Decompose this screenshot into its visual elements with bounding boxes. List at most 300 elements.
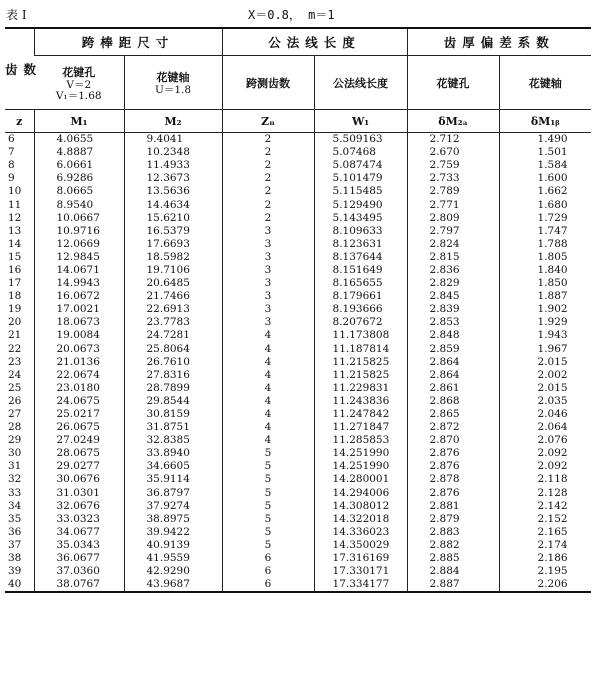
span-hole-cell: 18.0673 — [34, 316, 124, 329]
deviation-shaft-cell: 2.015 — [499, 356, 591, 369]
span-teeth-cell: 4 — [222, 395, 314, 408]
table-row — [5, 133, 591, 147]
span-teeth-cell: 6 — [222, 565, 314, 578]
span-teeth-cell: 3 — [222, 277, 314, 290]
span-shaft-cell: 15.6210 — [124, 212, 222, 225]
deviation-shaft-cell: 1.600 — [499, 172, 591, 185]
teeth-count-cell: 10 — [8, 185, 22, 198]
deviation-hole-cell: 2.733 — [407, 172, 499, 185]
table-row — [5, 447, 591, 460]
symbol-delta-m1: δM₁ᵦ — [499, 110, 591, 133]
deviation-hole-cell: 2.815 — [407, 251, 499, 264]
deviation-shaft-cell: 1.747 — [499, 225, 591, 238]
deviation-shaft-cell: 1.680 — [499, 198, 591, 211]
teeth-count-cell: 34 — [8, 499, 22, 512]
table-row — [5, 526, 591, 539]
normal-length-cell: 14.251990 — [314, 447, 407, 460]
span-shaft-cell: 20.6485 — [124, 277, 222, 290]
span-hole-cell: 22.0674 — [34, 369, 124, 382]
deviation-shaft-cell: 2.142 — [499, 500, 591, 513]
teeth-count-cell: 35 — [8, 512, 22, 525]
deviation-shaft-cell: 1.501 — [499, 146, 591, 159]
deviation-hole-header: 花键孔 — [407, 56, 499, 110]
normal-length-cell: 11.243836 — [314, 395, 407, 408]
deviation-hole-cell: 2.879 — [407, 513, 499, 526]
span-hole-cell: 12.0669 — [34, 238, 124, 251]
normal-length-cell: 17.316169 — [314, 552, 407, 565]
span-shaft-cell: 42.9290 — [124, 565, 222, 578]
teeth-count-cell: 21 — [8, 329, 22, 342]
deviation-shaft-cell: 1.788 — [499, 238, 591, 251]
deviation-hole-cell: 2.845 — [407, 290, 499, 303]
span-hole-cell: 34.0677 — [34, 526, 124, 539]
table-row — [5, 500, 591, 513]
span-shaft-cell: 17.6693 — [124, 238, 222, 251]
span-hole-cell: 12.9845 — [34, 251, 124, 264]
span-shaft-cell: 18.5982 — [124, 251, 222, 264]
normal-length-cell: 8.151649 — [314, 264, 407, 277]
normal-length-cell: 5.509163 — [314, 133, 407, 147]
table-row — [5, 264, 591, 277]
table-row — [5, 329, 591, 342]
data-table — [5, 27, 591, 593]
teeth-count-cell: 31 — [8, 460, 22, 473]
span-teeth-header: 跨测齿数 — [222, 56, 314, 110]
normal-length-cell: 11.285853 — [314, 434, 407, 447]
teeth-count-cell: 17 — [8, 277, 22, 290]
span-teeth-cell: 4 — [222, 343, 314, 356]
deviation-hole-cell: 2.824 — [407, 238, 499, 251]
table-row — [5, 408, 591, 421]
deviation-shaft-cell: 1.490 — [499, 133, 591, 147]
symbol-z: z — [5, 110, 34, 133]
teeth-count-cell: 37 — [8, 538, 22, 551]
span-shaft-cell: 37.9274 — [124, 500, 222, 513]
deviation-hole-cell: 2.887 — [407, 578, 499, 592]
column-header-row — [5, 56, 591, 110]
teeth-count-cell: 7 — [8, 146, 15, 159]
normal-length-cell: 14.350029 — [314, 539, 407, 552]
span-shaft-cell: 43.9687 — [124, 578, 222, 592]
span-hole-cell: 36.0677 — [34, 552, 124, 565]
table-row — [5, 552, 591, 565]
table-row — [5, 382, 591, 395]
deviation-hole-cell: 2.885 — [407, 552, 499, 565]
span-shaft-cell: 9.4041 — [124, 133, 222, 147]
table-row — [5, 277, 591, 290]
teeth-count-cell: 11 — [8, 198, 22, 211]
normal-length-header: 公法线长度 — [314, 56, 407, 110]
teeth-count-cell: 8 — [8, 159, 15, 172]
span-hole-cell: 33.0323 — [34, 513, 124, 526]
deviation-hole-cell: 2.884 — [407, 565, 499, 578]
normal-length-cell: 11.215825 — [314, 369, 407, 382]
teeth-count-cell: 32 — [8, 473, 22, 486]
span-shaft-cell: 35.9114 — [124, 473, 222, 486]
span-shaft-cell: 30.8159 — [124, 408, 222, 421]
deviation-hole-cell: 2.876 — [407, 460, 499, 473]
span-shaft-cell: 19.7106 — [124, 264, 222, 277]
deviation-hole-cell: 2.864 — [407, 356, 499, 369]
span-shaft-cell: 11.4933 — [124, 159, 222, 172]
table-row — [5, 251, 591, 264]
normal-length-cell: 11.229831 — [314, 382, 407, 395]
span-teeth-cell: 3 — [222, 303, 314, 316]
deviation-shaft-cell: 2.118 — [499, 473, 591, 486]
span-shaft-cell: 27.8316 — [124, 369, 222, 382]
table-row — [5, 172, 591, 185]
symbol-zn: Zₙ — [222, 110, 314, 133]
span-teeth-cell: 2 — [222, 172, 314, 185]
thickness-deviation-group-header: 齿厚偏差系数 — [407, 28, 591, 56]
span-shaft-cell: 12.3673 — [124, 172, 222, 185]
span-shaft-cell: 23.7783 — [124, 316, 222, 329]
table-row — [5, 159, 591, 172]
deviation-shaft-cell: 1.887 — [499, 290, 591, 303]
teeth-count-cell: 16 — [8, 263, 22, 276]
teeth-count-cell: 18 — [8, 290, 22, 303]
deviation-hole-cell: 2.771 — [407, 198, 499, 211]
normal-length-cell: 8.165655 — [314, 277, 407, 290]
table-row — [5, 421, 591, 434]
teeth-count-cell: 12 — [8, 211, 22, 224]
normal-length-cell: 8.179661 — [314, 290, 407, 303]
span-teeth-cell: 5 — [222, 473, 314, 486]
deviation-shaft-cell: 2.152 — [499, 513, 591, 526]
span-hole-cell: 14.9943 — [34, 277, 124, 290]
table-row — [5, 473, 591, 486]
span-teeth-cell: 4 — [222, 356, 314, 369]
deviation-shaft-cell: 2.165 — [499, 526, 591, 539]
deviation-shaft-cell: 2.015 — [499, 382, 591, 395]
span-shaft-cell: 31.8751 — [124, 421, 222, 434]
normal-length-cell: 14.251990 — [314, 460, 407, 473]
shaft-param-u: U＝1.8 — [154, 84, 192, 96]
span-shaft-cell: 33.8940 — [124, 447, 222, 460]
table-row — [5, 460, 591, 473]
deviation-shaft-cell: 2.002 — [499, 369, 591, 382]
teeth-count-cell: 33 — [8, 486, 22, 499]
deviation-hole-cell: 2.809 — [407, 212, 499, 225]
span-hole-cell: 4.8887 — [34, 146, 124, 159]
span-teeth-cell: 5 — [222, 500, 314, 513]
spline-shaft-header: 花键轴 U＝1.8 — [124, 56, 222, 110]
teeth-count-cell: 9 — [8, 172, 15, 185]
deviation-hole-cell: 2.881 — [407, 500, 499, 513]
deviation-shaft-cell: 2.076 — [499, 434, 591, 447]
symbol-row — [5, 110, 591, 133]
deviation-hole-cell: 2.797 — [407, 225, 499, 238]
normal-length-cell: 17.330171 — [314, 565, 407, 578]
span-teeth-cell: 2 — [222, 159, 314, 172]
teeth-count-cell: 29 — [8, 434, 22, 447]
teeth-count-cell: 14 — [8, 237, 22, 250]
teeth-count-cell: 20 — [8, 316, 22, 329]
spline-hole-header: 花键孔 V＝2 V₁＝1.68 — [34, 56, 124, 110]
deviation-shaft-cell: 2.064 — [499, 421, 591, 434]
normal-length-cell: 11.215825 — [314, 356, 407, 369]
table-row — [5, 225, 591, 238]
normal-length-cell: 8.207672 — [314, 316, 407, 329]
span-hole-cell: 26.0675 — [34, 421, 124, 434]
deviation-hole-cell: 2.882 — [407, 539, 499, 552]
deviation-hole-cell: 2.876 — [407, 487, 499, 500]
deviation-hole-cell: 2.870 — [407, 434, 499, 447]
table-row — [5, 369, 591, 382]
deviation-shaft-cell: 1.584 — [499, 159, 591, 172]
span-shaft-cell: 25.8064 — [124, 343, 222, 356]
deviation-hole-cell: 2.859 — [407, 343, 499, 356]
teeth-count-cell: 13 — [8, 224, 22, 237]
span-teeth-cell: 3 — [222, 238, 314, 251]
span-teeth-cell: 2 — [222, 133, 314, 147]
span-teeth-cell: 5 — [222, 513, 314, 526]
span-hole-cell: 24.0675 — [34, 395, 124, 408]
span-hole-cell: 23.0180 — [34, 382, 124, 395]
symbol-w: W₁ — [314, 110, 407, 133]
span-teeth-cell: 3 — [222, 316, 314, 329]
normal-length-cell: 5.07468 — [314, 146, 407, 159]
table-row — [5, 290, 591, 303]
table-body — [5, 133, 591, 593]
normal-length-group-header: 公法线长度 — [222, 28, 407, 56]
deviation-hole-cell: 2.712 — [407, 133, 499, 147]
deviation-hole-cell: 2.836 — [407, 264, 499, 277]
table-row — [5, 578, 591, 592]
span-teeth-cell: 4 — [222, 382, 314, 395]
table-caption — [0, 6, 600, 24]
span-hole-cell: 28.0675 — [34, 447, 124, 460]
teeth-count-cell: 27 — [8, 408, 22, 421]
span-teeth-cell: 4 — [222, 329, 314, 342]
normal-length-cell: 11.271847 — [314, 421, 407, 434]
group-header-row — [5, 28, 591, 56]
deviation-hole-cell: 2.789 — [407, 185, 499, 198]
normal-length-cell: 8.123631 — [314, 238, 407, 251]
symbol-delta-m2: δM₂ₐ — [407, 110, 499, 133]
deviation-shaft-cell: 1.929 — [499, 316, 591, 329]
span-shaft-cell: 24.7281 — [124, 329, 222, 342]
table-row — [5, 146, 591, 159]
table-row — [5, 185, 591, 198]
deviation-hole-cell: 2.868 — [407, 395, 499, 408]
deviation-shaft-cell: 2.035 — [499, 395, 591, 408]
deviation-hole-cell: 2.883 — [407, 526, 499, 539]
span-hole-cell: 8.9540 — [34, 198, 124, 211]
teeth-count-cell: 22 — [8, 342, 22, 355]
normal-length-cell: 14.280001 — [314, 473, 407, 486]
span-hole-cell: 30.0676 — [34, 473, 124, 486]
deviation-shaft-cell: 1.943 — [499, 329, 591, 342]
span-teeth-cell: 2 — [222, 198, 314, 211]
table-row — [5, 395, 591, 408]
span-shaft-cell: 14.4634 — [124, 198, 222, 211]
normal-length-cell: 8.109633 — [314, 225, 407, 238]
normal-length-cell: 11.187814 — [314, 343, 407, 356]
table-row — [5, 434, 591, 447]
span-teeth-cell: 3 — [222, 290, 314, 303]
deviation-shaft-cell: 2.186 — [499, 552, 591, 565]
span-hole-cell: 32.0676 — [34, 500, 124, 513]
span-teeth-cell: 5 — [222, 487, 314, 500]
span-teeth-cell: 6 — [222, 552, 314, 565]
deviation-shaft-cell: 1.840 — [499, 264, 591, 277]
normal-length-cell: 8.137644 — [314, 251, 407, 264]
span-shaft-cell: 13.5636 — [124, 185, 222, 198]
teeth-count-cell: 15 — [8, 250, 22, 263]
deviation-hole-cell: 2.864 — [407, 369, 499, 382]
teeth-count-cell: 39 — [8, 565, 22, 578]
deviation-hole-cell: 2.848 — [407, 329, 499, 342]
span-teeth-cell: 6 — [222, 578, 314, 592]
span-hole-cell: 35.0343 — [34, 539, 124, 552]
span-teeth-cell: 5 — [222, 460, 314, 473]
normal-length-cell: 5.129490 — [314, 198, 407, 211]
teeth-count-cell: 36 — [8, 525, 22, 538]
deviation-shaft-cell: 2.174 — [499, 539, 591, 552]
normal-length-cell: 17.334177 — [314, 578, 407, 592]
span-teeth-cell: 5 — [222, 539, 314, 552]
teeth-count-cell: 26 — [8, 394, 22, 407]
span-hole-cell: 10.0667 — [34, 212, 124, 225]
table-row — [5, 303, 591, 316]
span-teeth-cell: 4 — [222, 408, 314, 421]
deviation-shaft-header: 花键轴 — [499, 56, 591, 110]
span-teeth-cell: 4 — [222, 434, 314, 447]
normal-length-cell: 14.336023 — [314, 526, 407, 539]
span-size-group-header: 跨棒距尺寸 — [34, 28, 222, 56]
span-hole-cell: 25.0217 — [34, 408, 124, 421]
span-shaft-cell: 39.9422 — [124, 526, 222, 539]
span-hole-cell: 4.0655 — [34, 133, 124, 147]
span-shaft-cell: 22.6913 — [124, 303, 222, 316]
normal-length-cell: 11.173808 — [314, 329, 407, 342]
table-row — [5, 356, 591, 369]
deviation-shaft-cell: 2.092 — [499, 447, 591, 460]
deviation-shaft-cell: 1.729 — [499, 212, 591, 225]
span-shaft-cell: 40.9139 — [124, 539, 222, 552]
span-teeth-cell: 4 — [222, 369, 314, 382]
span-hole-cell: 21.0136 — [34, 356, 124, 369]
normal-length-cell: 5.087474 — [314, 159, 407, 172]
span-shaft-cell: 29.8544 — [124, 395, 222, 408]
span-hole-cell: 17.0021 — [34, 303, 124, 316]
table-row — [5, 316, 591, 329]
span-shaft-cell: 21.7466 — [124, 290, 222, 303]
span-teeth-cell: 4 — [222, 421, 314, 434]
teeth-count-cell: 30 — [8, 447, 22, 460]
span-teeth-cell: 5 — [222, 447, 314, 460]
deviation-shaft-cell: 1.662 — [499, 185, 591, 198]
span-shaft-cell: 38.8975 — [124, 513, 222, 526]
deviation-hole-cell: 2.865 — [407, 408, 499, 421]
span-hole-cell: 31.0301 — [34, 487, 124, 500]
span-shaft-cell: 34.6605 — [124, 460, 222, 473]
table-row — [5, 212, 591, 225]
table-label: 表 I — [6, 8, 27, 22]
deviation-hole-cell: 2.876 — [407, 447, 499, 460]
deviation-shaft-cell: 2.128 — [499, 487, 591, 500]
teeth-count-cell: 38 — [8, 552, 22, 565]
deviation-hole-cell: 2.829 — [407, 277, 499, 290]
span-shaft-cell: 28.7899 — [124, 382, 222, 395]
span-teeth-cell: 3 — [222, 225, 314, 238]
span-shaft-cell: 41.9559 — [124, 552, 222, 565]
span-shaft-cell: 32.8385 — [124, 434, 222, 447]
teeth-count-header: 齿数 — [5, 28, 34, 110]
deviation-hole-cell: 2.839 — [407, 303, 499, 316]
table-row — [5, 198, 591, 211]
span-hole-cell: 29.0277 — [34, 460, 124, 473]
hole-param-v: V＝2 — [66, 78, 92, 91]
deviation-shaft-cell: 1.902 — [499, 303, 591, 316]
span-teeth-cell: 3 — [222, 264, 314, 277]
hole-param-v1: V₁＝1.68 — [55, 89, 102, 102]
normal-length-cell: 5.101479 — [314, 172, 407, 185]
span-shaft-cell: 16.5379 — [124, 225, 222, 238]
teeth-count-cell: 40 — [5, 578, 34, 592]
span-hole-cell: 16.0672 — [34, 290, 124, 303]
teeth-count-cell: 6 — [8, 133, 15, 146]
normal-length-cell: 14.294006 — [314, 487, 407, 500]
deviation-hole-cell: 2.861 — [407, 382, 499, 395]
span-hole-cell: 37.0360 — [34, 565, 124, 578]
deviation-shaft-cell: 1.967 — [499, 343, 591, 356]
normal-length-cell: 11.247842 — [314, 408, 407, 421]
table-row — [5, 565, 591, 578]
span-shaft-cell: 36.8797 — [124, 487, 222, 500]
deviation-shaft-cell: 2.092 — [499, 460, 591, 473]
span-hole-cell: 10.9716 — [34, 225, 124, 238]
span-teeth-cell: 5 — [222, 526, 314, 539]
table-row — [5, 238, 591, 251]
normal-length-cell: 8.193666 — [314, 303, 407, 316]
deviation-hole-cell: 2.670 — [407, 146, 499, 159]
table-parameters: X＝0.8， m＝1 — [248, 8, 335, 22]
table-row — [5, 513, 591, 526]
deviation-hole-cell: 2.878 — [407, 473, 499, 486]
deviation-shaft-cell: 2.046 — [499, 408, 591, 421]
symbol-m2: M₂ — [124, 110, 222, 133]
span-shaft-cell: 10.2348 — [124, 146, 222, 159]
span-hole-cell: 19.0084 — [34, 329, 124, 342]
span-hole-cell: 27.0249 — [34, 434, 124, 447]
span-hole-cell: 6.0661 — [34, 159, 124, 172]
normal-length-cell: 14.308012 — [314, 500, 407, 513]
deviation-shaft-cell: 2.206 — [499, 578, 591, 592]
deviation-shaft-cell: 2.195 — [499, 565, 591, 578]
normal-length-cell: 5.115485 — [314, 185, 407, 198]
table-row — [5, 539, 591, 552]
normal-length-cell: 14.322018 — [314, 513, 407, 526]
table-row — [5, 343, 591, 356]
deviation-shaft-cell: 1.850 — [499, 277, 591, 290]
teeth-count-cell: 19 — [8, 303, 22, 316]
deviation-hole-cell: 2.872 — [407, 421, 499, 434]
table-row — [5, 487, 591, 500]
normal-length-cell: 5.143495 — [314, 212, 407, 225]
span-hole-cell: 8.0665 — [34, 185, 124, 198]
span-teeth-cell: 3 — [222, 251, 314, 264]
teeth-count-cell: 24 — [8, 368, 22, 381]
span-shaft-cell: 26.7610 — [124, 356, 222, 369]
span-hole-cell: 38.0767 — [34, 578, 124, 592]
deviation-hole-cell: 2.853 — [407, 316, 499, 329]
deviation-shaft-cell: 1.805 — [499, 251, 591, 264]
span-hole-cell: 14.0671 — [34, 264, 124, 277]
teeth-count-cell: 25 — [8, 381, 22, 394]
symbol-m1: M₁ — [34, 110, 124, 133]
